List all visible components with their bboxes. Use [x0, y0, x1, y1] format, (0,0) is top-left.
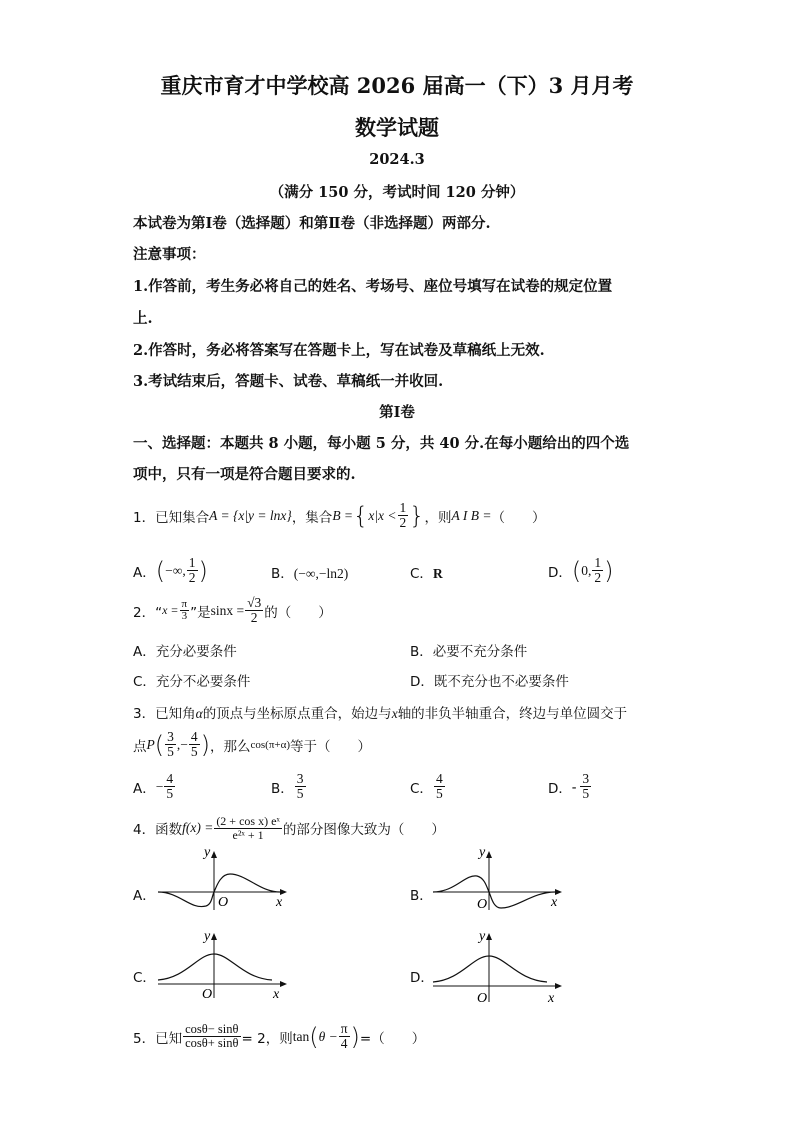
q5-fraction: $\frac{\cos\theta- \sin\theta}{\cos\theta+ \sin\theta}$	[185, 1022, 239, 1051]
q3-text: 等于（ ）	[290, 738, 372, 755]
q5-pi-over-4: $\frac{\pi}{4}$	[340, 1021, 348, 1052]
option-label: B．	[271, 566, 294, 582]
q1-number: 1．已知集合	[133, 509, 210, 526]
option-label: A．	[133, 780, 156, 797]
q2-option-b: B．必要不充分条件	[410, 644, 528, 660]
origin-label: O	[477, 991, 488, 1006]
q2-option-c: C．充分不必要条件	[133, 674, 251, 690]
x-axis-arrow	[280, 981, 287, 987]
q1-option-c	[410, 562, 443, 582]
q4-graph-c	[150, 930, 290, 1000]
axis-label-x: x	[276, 895, 283, 910]
q3-text: 的顶点与坐标原点重合，始边与	[202, 706, 392, 722]
q1-c-value: R	[432, 566, 443, 581]
q1-set-b-name: B =	[332, 507, 354, 523]
q1-left-brace: {	[353, 501, 369, 530]
q4-tail: 的部分图像大致为（ ）	[282, 822, 445, 839]
origin-label: O	[477, 897, 488, 912]
q5-open-paren: (	[309, 1022, 319, 1051]
q1-connector: ，集合	[291, 509, 333, 526]
q3-a-sign: −	[155, 778, 164, 794]
option-label: A．	[133, 564, 156, 581]
note-1-line-2: 上.	[133, 310, 153, 327]
curve	[433, 956, 547, 982]
q4-number: 4．函数	[133, 822, 183, 839]
q1-half-fraction: $\frac{1}{2}$	[399, 500, 407, 531]
q1-answer-blank: （ ）	[491, 509, 546, 526]
q1-d-value: 0,	[581, 562, 592, 578]
q4-option-d-label: D．	[410, 970, 434, 986]
q2-pi-over-3: $\frac{\pi}{3}$	[181, 597, 188, 623]
q4-option-b-label: B．	[410, 888, 433, 904]
option-label: D．	[548, 780, 572, 797]
q1-a-value: −∞,	[165, 562, 186, 578]
note-1-line-1: 1.作答前，考生务必将自己的姓名、考场号、座位号填写在试卷的规定位置	[133, 278, 613, 295]
y-axis-arrow	[486, 851, 492, 858]
q1-intersection: A I B =	[451, 507, 492, 523]
q5-tan: tan	[292, 1028, 310, 1044]
origin-label: O	[218, 895, 229, 910]
notes-label: 注意事项：	[133, 246, 206, 263]
q2-number: 2．“	[133, 604, 163, 621]
q4-fx: f(x) =	[182, 820, 214, 836]
q4-option-c-label: C．	[133, 970, 156, 986]
q1-d-open-paren: (	[571, 556, 582, 585]
q1-a-close-paren: )	[198, 556, 208, 585]
note-2: 2.作答时，务必将答案写在答题卡上，写在试卷及草稿纸上无效.	[133, 342, 545, 359]
q3-y-fraction: $\frac{4}{5}$	[190, 729, 198, 760]
axis-label-y: y	[479, 929, 486, 944]
q3-b-fraction: $\frac{3}{5}$	[296, 771, 304, 802]
exam-title: 重庆市育才中学校高 2026 届高一（下）3 月月考	[160, 73, 634, 98]
q2-option-a: A．充分必要条件	[133, 644, 237, 660]
y-axis-arrow	[211, 933, 217, 940]
q3-close-paren: )	[200, 730, 210, 759]
q4-option-a-label: A．	[133, 888, 156, 904]
q3-text: 3．已知角	[133, 706, 196, 722]
q3-text: ，那么	[210, 738, 251, 755]
q3-option-a	[133, 772, 176, 801]
origin-label: O	[202, 987, 213, 1002]
axis-label-x: x	[548, 991, 555, 1006]
section-intro-line-1: 一、选择题：本题共 8 小题，每小题 5 分，共 40 分.在每小题给出的四个选	[133, 435, 630, 452]
q3-option-b	[271, 772, 307, 801]
question-3-line-1	[133, 702, 627, 722]
section-intro-line-2: 项中，只有一项是符合题目要求的.	[133, 466, 356, 483]
q3-x-fraction: $\frac{3}{5}$	[167, 729, 174, 760]
q3-d-fraction: $\frac{3}{5}$	[582, 771, 590, 802]
y-axis-arrow	[486, 933, 492, 940]
q4-graph-d	[425, 930, 565, 1005]
curve	[158, 954, 272, 980]
axis-label-x: x	[551, 895, 558, 910]
q1-d-fraction: $\frac{1}{2}$	[594, 555, 602, 586]
q5-number: 5．已知	[133, 1030, 183, 1047]
q4-graph-a	[150, 845, 290, 913]
q2-option-d: D．既不充分也不必要条件	[410, 674, 569, 690]
q5-tail: =（ ）	[359, 1030, 426, 1047]
question-3-line-2	[133, 730, 371, 759]
q5-close-paren: )	[350, 1022, 360, 1051]
q4-function-fraction: $\frac{\text{(2 + cos x) eˣ}}{\text{e²ˣ + 1}}$	[216, 814, 280, 842]
axis-label-y: y	[204, 845, 211, 860]
option-label: C．	[410, 566, 433, 582]
q3-comma: ,−	[176, 736, 188, 752]
q1-option-a	[133, 556, 208, 585]
q2-sqrt3-over-2: $\frac{√3}{2}$	[247, 595, 262, 626]
axis-label-y: y	[204, 929, 211, 944]
q1-tail: ，则	[424, 509, 452, 526]
q3-a-fraction: $\frac{4}{5}$	[166, 771, 174, 802]
q3-d-sign: -	[571, 778, 577, 794]
x-axis-arrow	[555, 983, 562, 989]
q5-eq: = 2，则	[241, 1030, 293, 1047]
q3-cos-expr: cos(π+α)	[250, 738, 291, 751]
q1-option-d	[548, 556, 614, 585]
q1-a-open-paren: (	[155, 556, 166, 585]
q1-right-brace: }	[409, 501, 425, 530]
question-1-stem	[133, 501, 546, 530]
q2-tail: 的（ ）	[264, 604, 332, 621]
exam-date: 2024.3	[369, 151, 425, 168]
question-4-stem	[133, 815, 445, 841]
option-label: D．	[548, 564, 572, 581]
section-title: 第Ⅰ卷	[379, 404, 415, 421]
q3-text: 点	[133, 738, 147, 755]
q3-option-c	[410, 772, 446, 801]
q4-graph-b	[425, 845, 565, 913]
q3-alpha: α	[195, 706, 203, 721]
q1-set-b-condition: x|x <	[368, 507, 397, 523]
q1-option-b	[271, 562, 348, 582]
q3-point-p: P	[146, 736, 155, 752]
q2-sinx: sinx =	[210, 602, 245, 618]
q1-set-a: A = {x|y = lnx}	[209, 507, 292, 523]
y-axis-arrow	[211, 851, 217, 858]
q3-option-d	[548, 772, 592, 801]
q2-x-eq: x =	[162, 603, 179, 618]
q1-d-close-paren: )	[604, 556, 614, 585]
option-label: B．	[271, 780, 294, 797]
q3-c-fraction: $\frac{4}{5}$	[435, 771, 443, 802]
q1-b-value: (−∞,−ln2)	[293, 566, 349, 581]
exam-subtitle: 数学试题	[355, 115, 439, 140]
q1-a-fraction: $\frac{1}{2}$	[188, 555, 196, 586]
question-2-stem	[133, 596, 332, 625]
axis-label-x: x	[273, 987, 280, 1002]
q3-text: 轴的非负半轴重合，终边与单位圆交于	[397, 706, 628, 722]
option-label: C．	[410, 780, 433, 797]
exam-intro: 本试卷为第Ⅰ卷（选择题）和第Ⅱ卷（非选择题）两部分.	[133, 215, 491, 232]
note-3: 3.考试结束后，答题卡、试卷、草稿纸一并收回.	[133, 373, 444, 390]
axis-label-y: y	[479, 845, 486, 860]
score-time: （满分 150 分，考试时间 120 分钟）	[269, 184, 525, 201]
question-5-stem	[133, 1022, 425, 1051]
q3-x: x	[391, 706, 398, 721]
q3-open-paren: (	[154, 730, 165, 759]
q2-mid: ”是	[190, 604, 211, 621]
q5-theta: θ −	[318, 1028, 338, 1044]
